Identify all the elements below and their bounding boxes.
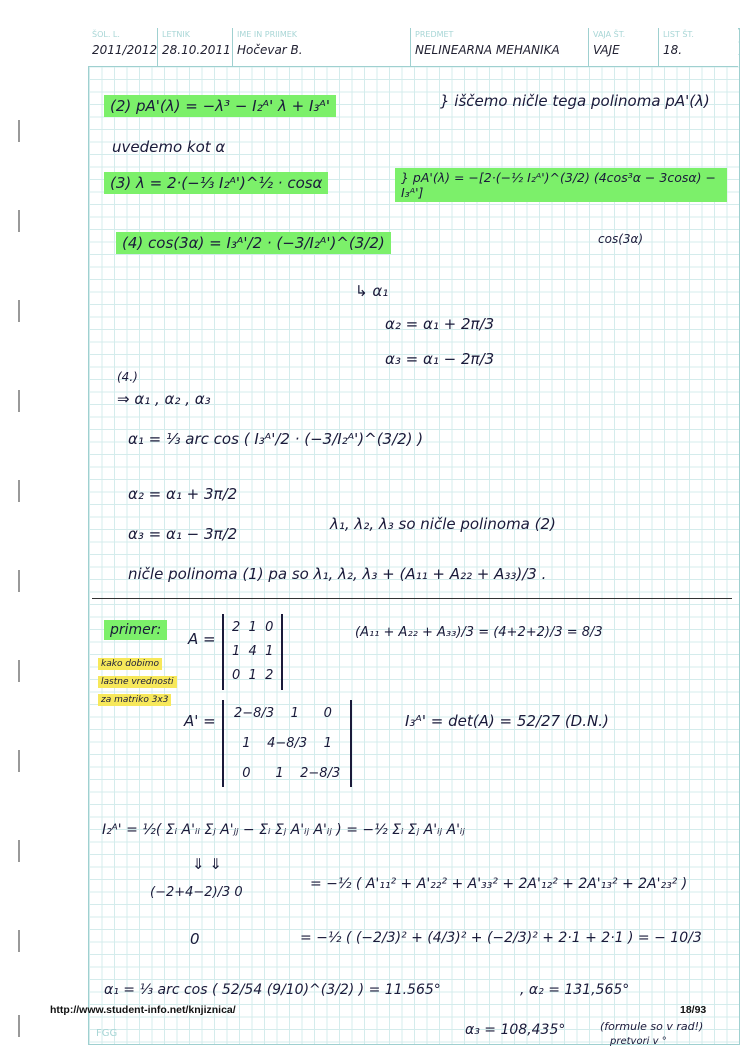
label: VAJA ŠT. <box>593 30 626 39</box>
header-name <box>233 28 411 66</box>
value: VAJE <box>593 43 620 57</box>
matrix-a-label: A = <box>188 630 216 648</box>
label: ŠOL. L. <box>92 30 120 39</box>
alpha-1: ↳ α₁ <box>355 282 389 300</box>
alpha-2-3pi: α₂ = α₁ + 3π/2 <box>128 485 238 503</box>
roots-polynomial-1: ničle polinoma (1) pa so λ₁, λ₂, λ₃ + (A₁₁ + A₂₂ + A₃₃)/3 . <box>128 565 547 583</box>
diag-sum: (−2+4−2)/3 0 <box>150 885 243 900</box>
note-radians: (formule so v rad!) <box>600 1020 704 1033</box>
invariant-i2: I₂ᴬ' = ½( Σᵢ A'ᵢᵢ Σⱼ A'ⱼⱼ − Σᵢ Σⱼ A'ᵢⱼ A'ᵢⱼ ) = −½ Σᵢ Σⱼ A'ᵢⱼ A'ᵢⱼ <box>102 822 465 838</box>
label: LIST ŠT. <box>663 30 694 39</box>
alpha-1-arccos: α₁ = ⅓ arc cos ( I₃ᴬ'/2 · (−3/I₂ᴬ')^(3/2) ) <box>128 430 424 448</box>
alpha-3-formula: α₃ = α₁ − 2π/3 <box>385 350 495 368</box>
value: 28.10.2011 <box>162 43 231 57</box>
header-subject <box>411 28 589 66</box>
matrix-a-prime: 2−8/3 1 0 1 4−8/3 1 0 1 2−8/3 <box>222 700 352 787</box>
value: Hočevar B. <box>237 43 303 57</box>
equation-2: (2) pA'(λ) = −λ³ − I₂ᴬ' λ + I₃ᴬ' <box>104 95 336 117</box>
equation-3: (3) λ = 2·(−⅓ I₂ᴬ')^½ · cosα <box>104 172 328 194</box>
example-label: primer: <box>104 620 167 640</box>
header-date <box>158 28 233 66</box>
step-label: (4.) <box>117 370 138 384</box>
header-exercise <box>589 28 659 66</box>
page-number: 18/93 <box>680 1004 707 1016</box>
label: LETNIK <box>162 30 190 39</box>
alpha-2-formula: α₂ = α₁ + 2π/3 <box>385 315 495 333</box>
note-eigenvalues: lastne vrednosti <box>98 676 177 688</box>
value: NELINEARNA MEHANIKA <box>415 43 560 57</box>
header-school-year <box>88 28 158 66</box>
brand-footer: FGG <box>96 1028 118 1039</box>
zero-result: 0 <box>190 930 200 948</box>
label: IME IN PRIIMEK <box>237 30 298 39</box>
polynomial-substituted: } pA'(λ) = −[2·(−½ I₂ᴬ')^(3/2) (4cos³α − 3cosα) − I₃ᴬ'] <box>395 168 727 202</box>
note-3x3: za matriko 3x3 <box>98 694 171 706</box>
label: PREDMET <box>415 30 454 39</box>
header-sheet-number <box>659 28 738 66</box>
alpha-3-3pi: α₃ = α₁ − 3π/2 <box>128 525 238 543</box>
i2-expanded: = −½ ( A'₁₁² + A'₂₂² + A'₃₃² + 2A'₁₂² + 2A'₁₃² + 2A'₂₃² ) <box>310 876 688 892</box>
note-introduce-angle: uvedemo kot α <box>112 138 226 156</box>
section-divider <box>92 598 732 599</box>
annotation-cos3a: cos(3α) <box>598 232 644 246</box>
i2-numeric: = −½ ( (−2/3)² + (4/3)² + (−2/3)² + 2·1 + 2·1 ) = − 10/3 <box>300 930 702 946</box>
alpha-1-result: α₁ = ⅓ arc cos ( 52/54 (9/10)^(3/2) ) = 11.565° <box>104 982 441 998</box>
implies-alphas: ⇒ α₁ , α₂ , α₃ <box>117 390 211 408</box>
note-find-roots: } iščemo ničle tega polinoma pA'(λ) <box>440 92 710 110</box>
matrix-a-prime-label: A' = <box>184 712 216 730</box>
source-link[interactable]: http://www.student-info.net/knjiznica/ <box>50 1004 236 1016</box>
equation-4: (4) cos(3α) = I₃ᴬ'/2 · (−3/I₂ᴬ')^(3/2) <box>116 232 391 254</box>
invariant-i3: I₃ᴬ' = det(A) = 52/27 (D.N.) <box>405 712 609 730</box>
sheet-header <box>88 28 738 67</box>
matrix-a: 2 1 0 1 4 1 0 1 2 <box>222 614 283 690</box>
note-how-to: kako dobimo <box>98 658 162 670</box>
roots-statement: λ₁, λ₂, λ₃ so ničle polinoma (2) <box>330 515 556 533</box>
alpha-3-result: α₃ = 108,435° <box>465 1022 566 1038</box>
binder-holes <box>18 0 22 1061</box>
trace-mean: (A₁₁ + A₂₂ + A₃₃)/3 = (4+2+2)/3 = 8/3 <box>355 625 603 640</box>
alpha-2-result: , α₂ = 131,565° <box>520 982 630 998</box>
note-convert: pretvori v ° <box>610 1036 667 1047</box>
value: 2011/2012 <box>92 43 158 57</box>
value: 18. <box>663 43 683 57</box>
arrows: ⇓ ⇓ <box>192 855 222 873</box>
